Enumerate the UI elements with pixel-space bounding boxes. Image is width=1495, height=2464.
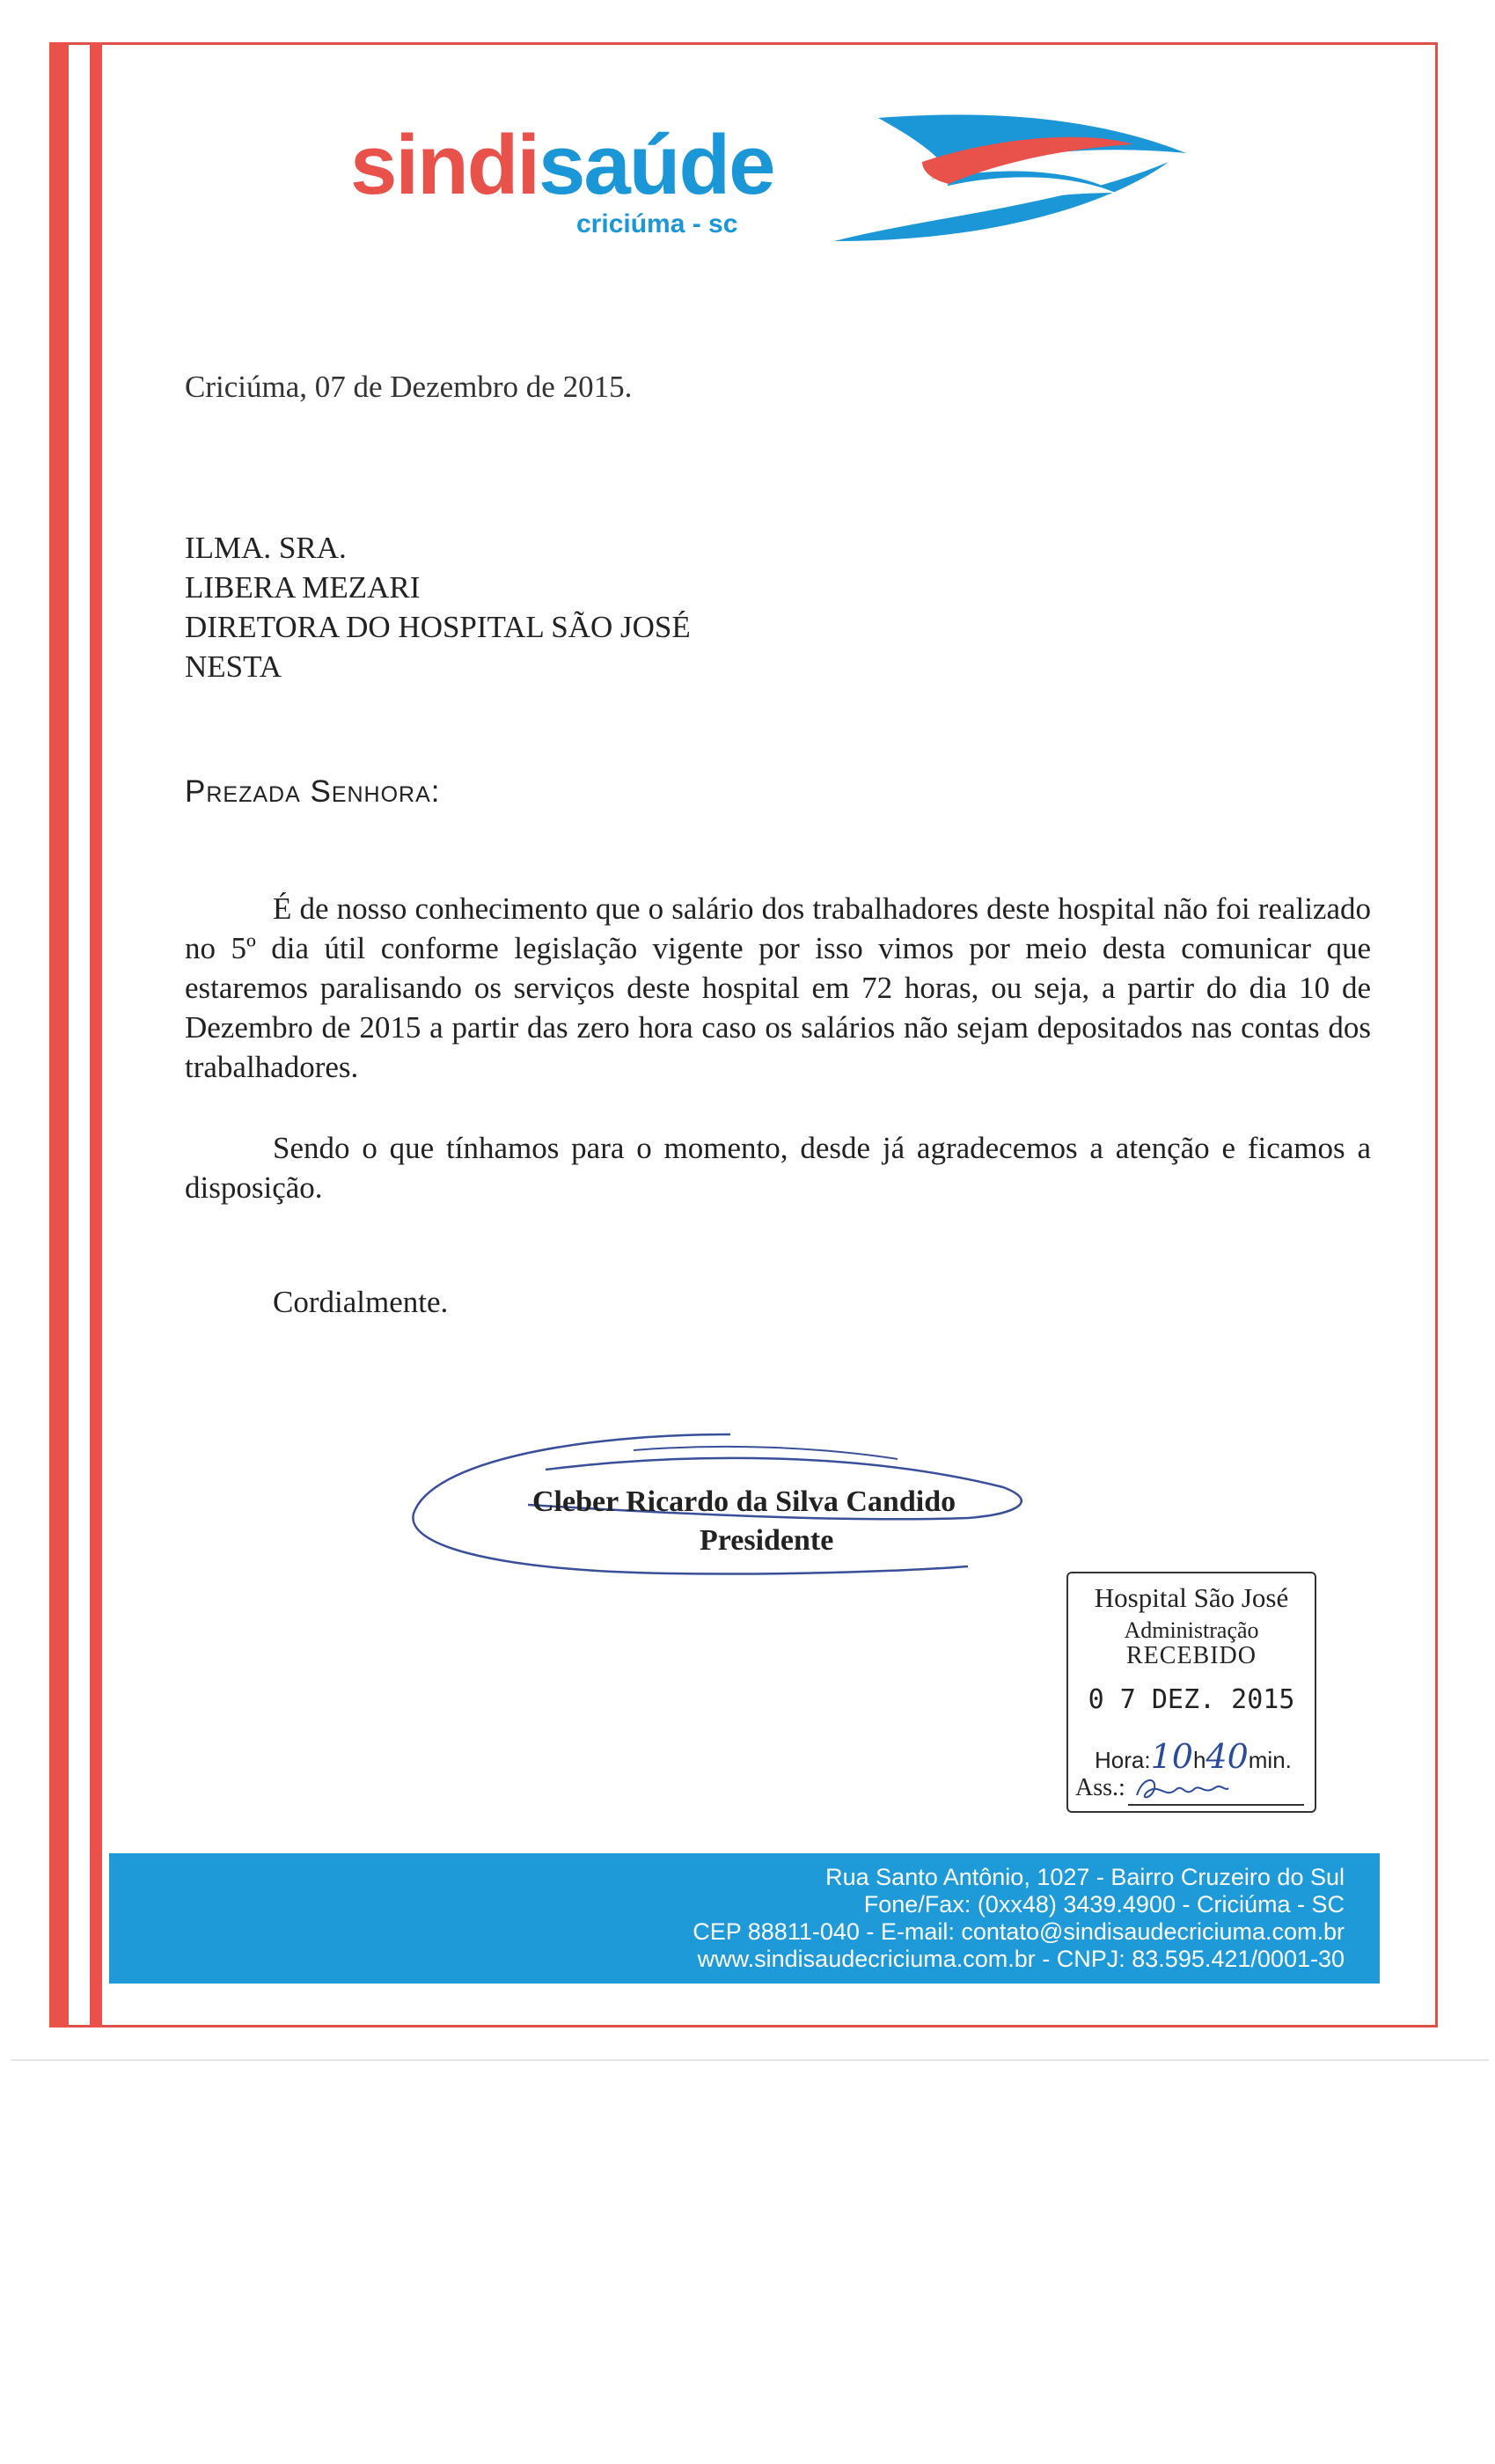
stamp-title: Hospital São José <box>1094 1582 1289 1613</box>
addressee-line: NESTA <box>185 649 282 684</box>
stamp-h-label: h <box>1192 1747 1206 1773</box>
body-paragraph-1 <box>185 889 1371 1087</box>
stamp-minute: 40 <box>1206 1737 1249 1776</box>
stamp-hora-label: Hora: <box>1095 1747 1151 1773</box>
frame-left-bar-inner <box>90 42 102 2028</box>
logo-wordmark-part2: saúde <box>539 118 774 212</box>
stamp-signature-line <box>1128 1804 1304 1806</box>
stamp-min-label: min. <box>1248 1747 1292 1773</box>
sindisaude-logo <box>350 118 1213 264</box>
stamp-status: RECEBIDO <box>1126 1642 1257 1669</box>
scan-edge-line <box>11 2059 1489 2061</box>
logo-wordmark <box>350 118 774 212</box>
footer-contact-band <box>109 1853 1380 1984</box>
letter-date: Criciúma, 07 de Dezembro de 2015. <box>185 370 633 404</box>
signatory-role: Presidente <box>700 1524 834 1557</box>
salutation <box>185 774 441 810</box>
signatory-name: Cleber Ricardo da Silva Candido <box>532 1485 956 1518</box>
addressee-line: LIBERA MEZARI <box>185 570 421 605</box>
logo-swoosh-icon <box>799 109 1204 259</box>
frame-left-bar-outer <box>49 42 69 2028</box>
stamp-date: 0 7 DEZ. 2015 <box>1088 1684 1295 1715</box>
stamp-hour: 10 <box>1150 1737 1193 1776</box>
body-paragraph-1-text: É de nosso conhecimento que o salário dos trabalhadores deste hospital não foi realizado no 5º dia útil conforme legislação vigente por isso vimos por meio desta comunicar que estaremos paralisando os serviços deste hospital em 72 horas, ou seja, a partir do dia 10 de Dezembro de 2015 a partir das zero hora caso os salários não sejam depositados nas contas dos trabalhadores. <box>185 891 1371 1084</box>
addressee-block <box>185 528 691 686</box>
body-paragraph-2-text: Sendo o que tínhamos para o momento, desde já agradecemos a atenção e ficamos a disposição. <box>185 1131 1371 1205</box>
addressee-line: DIRETORA DO HOSPITAL SÃO JOSÉ <box>185 610 691 644</box>
footer-phone: Fone/Fax: (0xx48) 3439.4900 - Criciúma - SC <box>863 1891 1345 1918</box>
salutation-text: Prezada Senhora: <box>185 774 441 809</box>
stamp-ass-label: Ass.: <box>1075 1774 1125 1801</box>
logo-wordmark-part1: sindi <box>350 118 539 212</box>
signature-block <box>405 1417 1074 1593</box>
addressee-line: ILMA. SRA. <box>185 531 347 565</box>
body-paragraph-2 <box>185 1128 1371 1207</box>
logo-subtitle: criciúma - sc <box>576 209 738 238</box>
stamp-handwritten-initials-icon <box>1130 1769 1235 1808</box>
footer-cep-email: CEP 88811-040 - E-mail: contato@sindisaudecriciuma.com.br <box>693 1918 1345 1945</box>
footer-web-cnpj: www.sindisaudecriciuma.com.br - CNPJ: 83.595.421/0001-30 <box>697 1946 1345 1972</box>
stamp-department: Administração <box>1124 1617 1259 1643</box>
footer-address: Rua Santo Antônio, 1027 - Bairro Cruzeiro do Sul <box>825 1864 1345 1890</box>
closing: Cordialmente. <box>273 1285 449 1319</box>
received-stamp <box>1066 1572 1316 1813</box>
